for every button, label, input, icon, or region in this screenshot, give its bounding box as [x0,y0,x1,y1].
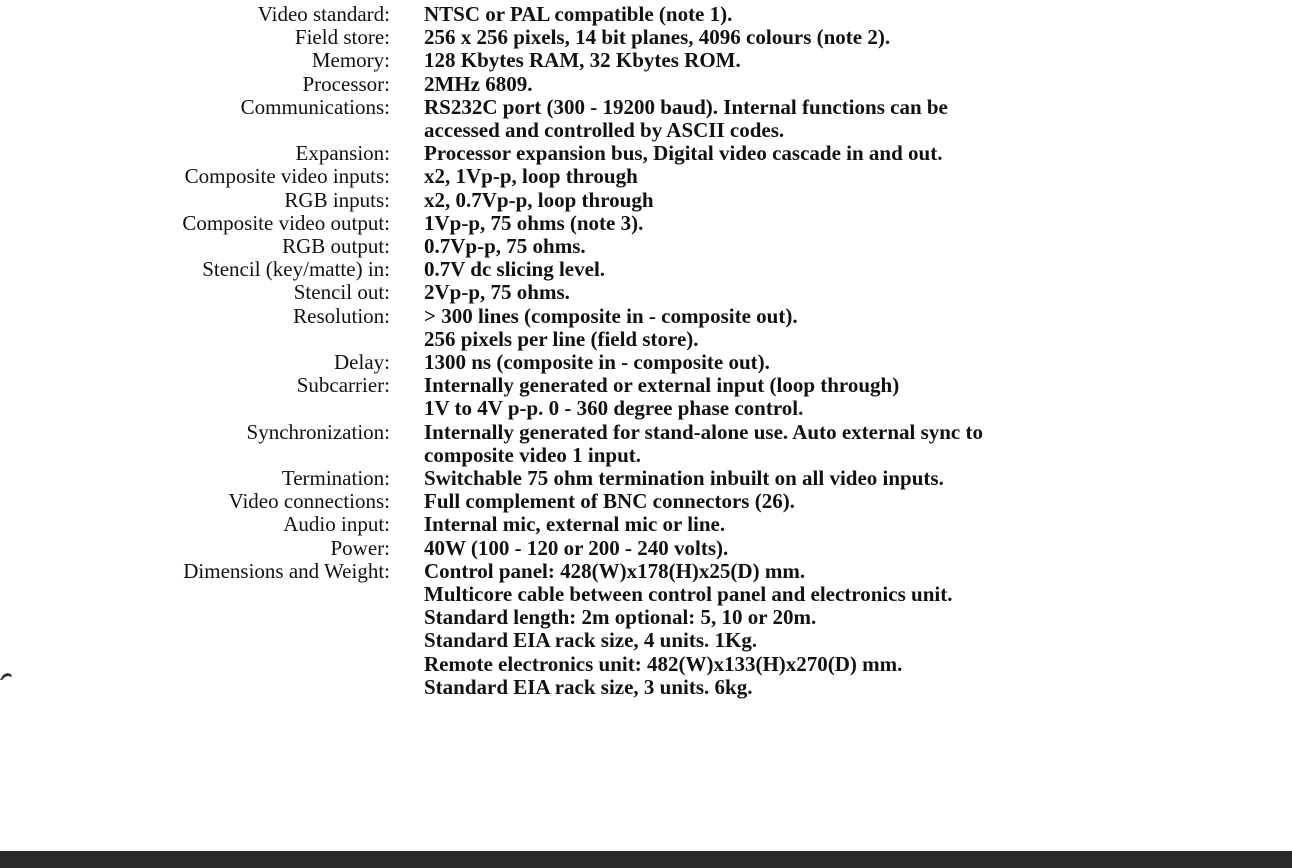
spec-value-line: Standard EIA rack size, 3 units. 6kg. [424,674,753,699]
spec-value-line: 2MHz 6809. [424,71,533,96]
bottom-edge-bar [0,851,1292,868]
spec-value-line: Switchable 75 ohm termination inbuilt on all video inputs. [424,466,944,491]
spec-row [0,49,1292,72]
spec-value-line: x2, 0.7Vp-p, loop through [424,187,654,212]
spec-value [424,96,1292,142]
spec-label: RGB inputs: [284,187,390,212]
spec-label: Video connections: [228,489,390,514]
spec-row [0,73,1292,96]
spec-value-line: RS232C port (300 - 19200 baud). Internal functions can be [424,94,948,119]
spec-value [424,258,1292,281]
spec-value-line: 256 x 256 pixels, 14 bit planes, 4096 colours (note 2). [424,25,891,50]
spec-row [0,351,1292,374]
spec-value [424,212,1292,235]
spec-value-line: 1V to 4V p-p. 0 - 360 degree phase control. [424,396,804,421]
spec-value [424,374,1292,420]
spec-value [424,513,1292,536]
spec-value-line: Standard length: 2m optional: 5, 10 or 20m. [424,605,817,630]
spec-row [0,26,1292,49]
spec-value-line: NTSC or PAL compatible (note 1). [424,2,733,26]
spec-row [0,513,1292,536]
spec-label: Termination: [281,466,390,491]
spec-value-line: Control panel: 428(W)x178(H)x25(D) mm. [424,558,806,583]
spec-label: Subcarrier: [296,373,390,398]
spec-value-line: Internal mic, external mic or line. [424,512,726,537]
spec-value [424,165,1292,188]
spec-label: Dimensions and Weight: [183,558,390,583]
spec-row [0,96,1292,142]
spec-value [424,73,1292,96]
spec-value [424,537,1292,560]
scan-speck-mark [0,672,12,680]
spec-row [0,258,1292,281]
spec-label: Resolution: [293,303,390,328]
spec-value [424,281,1292,304]
spec-value-line: accessed and controlled by ASCII codes. [424,118,785,143]
spec-value-line: 1300 ns (composite in - composite out). [424,350,770,375]
spec-value [424,490,1292,513]
spec-label: Memory: [311,48,390,73]
spec-label: Delay: [334,350,390,375]
spec-label: Composite video inputs: [184,164,390,189]
spec-value-line: > 300 lines (composite in - composite out). [424,303,798,328]
spec-value [424,560,1292,699]
spec-value [424,189,1292,212]
spec-value [424,49,1292,72]
spec-value-line: x2, 1Vp-p, loop through [424,164,638,189]
spec-row [0,165,1292,188]
spec-value [424,421,1292,467]
spec-row [0,235,1292,258]
spec-value-line: 128 Kbytes RAM, 32 Kbytes ROM. [424,48,741,73]
spec-label: Communications: [240,94,390,119]
spec-value-line: 2Vp-p, 75 ohms. [424,280,570,305]
spec-row [0,3,1292,26]
spec-row [0,281,1292,304]
spec-label: Stencil out: [293,280,390,305]
spec-label: Expansion: [295,141,390,166]
spec-value-line: Internally generated or external input (loop through) [424,373,900,398]
spec-value [424,305,1292,351]
spec-row [0,490,1292,513]
spec-value-line: 40W (100 - 120 or 200 - 240 volts). [424,535,729,560]
spec-label: Power: [330,535,390,560]
spec-value [424,235,1292,258]
spec-label: Composite video output: [182,210,390,235]
spec-value [424,3,1292,26]
spec-label: Video standard: [257,2,390,26]
spec-row [0,189,1292,212]
spec-row [0,421,1292,467]
spec-value-line: Full complement of BNC connectors (26). [424,489,795,514]
spec-value [424,351,1292,374]
spec-value-line: 0.7V dc slicing level. [424,257,606,282]
spec-value-line: composite video 1 input. [424,442,642,467]
spec-row [0,467,1292,490]
spec-label: Processor: [302,71,390,96]
spec-value-line: Internally generated for stand-alone use. Auto external sync to [424,419,983,444]
spec-row [0,142,1292,165]
spec-row [0,374,1292,420]
spec-value-line: 256 pixels per line (field store). [424,326,699,351]
spec-label: Synchronization: [246,419,390,444]
specification-table [0,3,1292,699]
spec-row [0,537,1292,560]
spec-value [424,467,1292,490]
spec-row [0,305,1292,351]
spec-row [0,212,1292,235]
spec-value-line: Processor expansion bus, Digital video cascade in and out. [424,141,943,166]
spec-label: Field store: [294,25,390,50]
spec-value [424,26,1292,49]
spec-row [0,560,1292,699]
spec-label: Audio input: [283,512,390,537]
spec-value-line: Remote electronics unit: 482(W)x133(H)x270(D) mm. [424,651,903,676]
spec-value-line: Multicore cable between control panel and electronics unit. [424,582,953,607]
spec-value-line: 0.7Vp-p, 75 ohms. [424,234,586,259]
spec-value [424,142,1292,165]
spec-label: Stencil (key/matte) in: [202,257,390,282]
spec-value-line: 1Vp-p, 75 ohms (note 3). [424,210,644,235]
spec-value-line: Standard EIA rack size, 4 units. 1Kg. [424,628,758,653]
spec-label: RGB output: [282,234,390,259]
